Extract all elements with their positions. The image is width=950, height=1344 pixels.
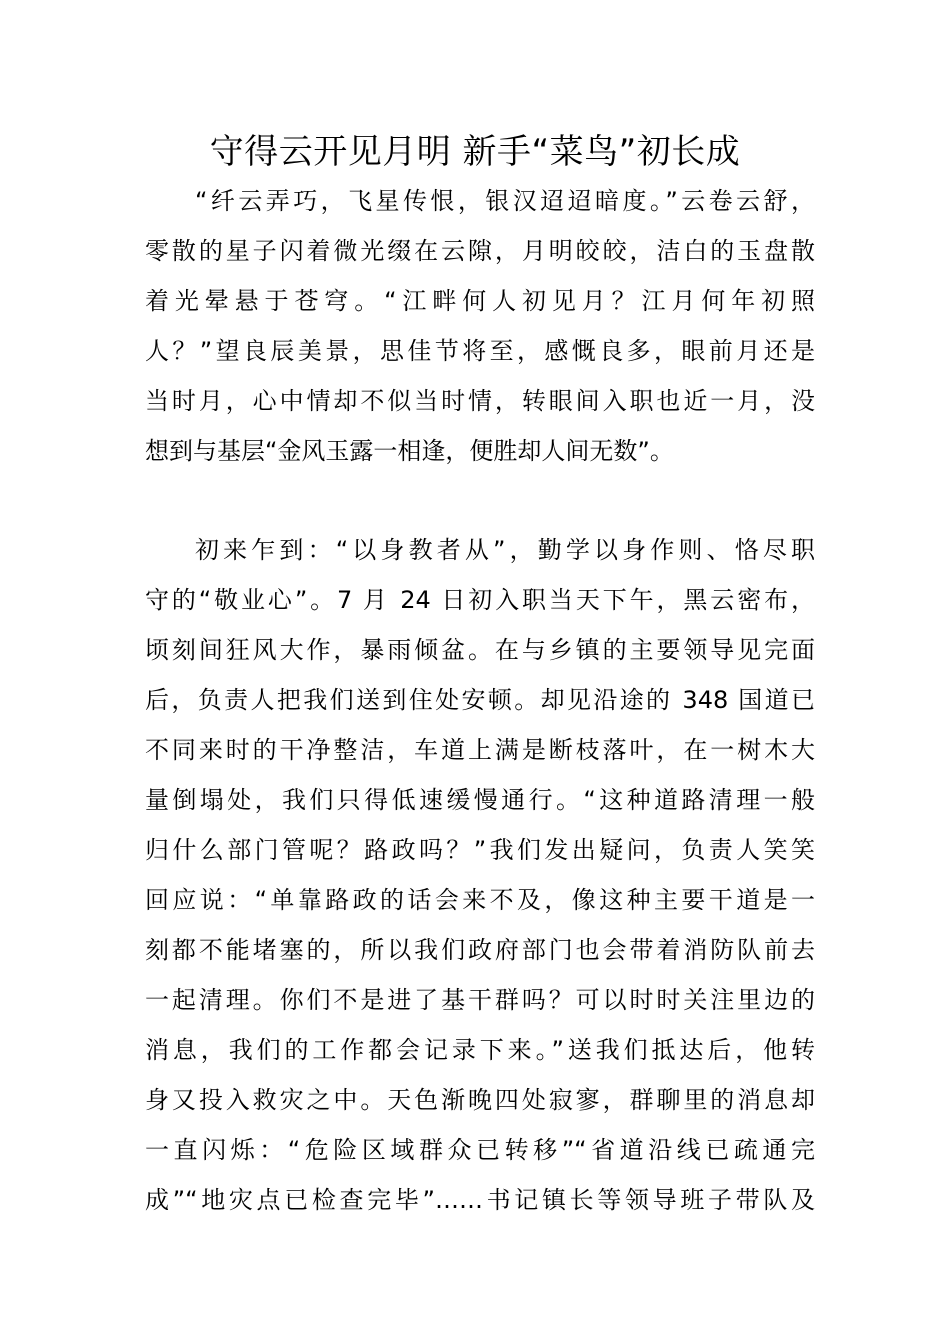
paragraph-line: 消息，我们的工作都会记录下来。”送我们抵达后，他转	[145, 1036, 815, 1064]
paragraph-1	[145, 176, 815, 476]
paragraph-line: 刻都不能堵塞的，所以我们政府部门也会带着消防队前去	[145, 936, 815, 964]
paragraph-line: 守的“敬业心”。7 月 24 日初入职当天下午，黑云密布，	[145, 586, 815, 614]
paragraph-line: 后，负责人把我们送到住处安顿。却见沿途的 348 国道已	[145, 686, 815, 714]
paragraph-line: 着光晕悬于苍穹。“江畔何人初见月？江月何年初照	[145, 287, 815, 315]
paragraph-line: 初来乍到：“以身教者从”，勤学以身作则、恪尽职	[195, 536, 815, 564]
paragraph-line: 归什么部门管呢？路政吗？”我们发出疑问，负责人笑笑	[145, 836, 815, 864]
paragraph-line: 量倒塌处，我们只得低速缓慢通行。“这种道路清理一般	[145, 786, 815, 814]
paragraph-line: 当时月，心中情却不似当时情，转眼间入职也近一月，没	[145, 387, 815, 415]
paragraph-line: 回应说：“单靠路政的话会来不及，像这种主要干道是一	[145, 886, 815, 914]
paragraph-2	[145, 525, 815, 1225]
paragraph-line: 一起清理。你们不是进了基干群吗？可以时时关注里边的	[145, 986, 815, 1014]
paragraph-line: 想到与基层“金风玉露一相逢，便胜却人间无数”。	[145, 437, 674, 465]
paragraph-line: 顷刻间狂风大作，暴雨倾盆。在与乡镇的主要领导见完面	[145, 636, 815, 664]
paragraph-line: 成”“地灾点已检查完毕”……书记镇长等领导班子带队及	[145, 1186, 815, 1214]
paragraph-line: 人？”望良辰美景，思佳节将至，感慨良多，眼前月还是	[145, 337, 815, 365]
paragraph-line: 一直闪烁：“危险区域群众已转移”“省道沿线已疏通完	[145, 1136, 815, 1164]
document-title: 守得云开见月明 新手“菜鸟”初长成	[209, 132, 741, 172]
paragraph-line: “纤云弄巧，飞星传恨，银汉迢迢暗度。”云卷云舒，	[195, 187, 815, 215]
paragraph-line: 身又投入救灾之中。天色渐晚四处寂寥，群聊里的消息却	[145, 1086, 815, 1114]
paragraph-line: 不同来时的干净整洁，车道上满是断枝落叶，在一树木大	[145, 736, 815, 764]
paragraph-line: 零散的星子闪着微光缀在云隙，月明皎皎，洁白的玉盘散	[145, 237, 815, 265]
